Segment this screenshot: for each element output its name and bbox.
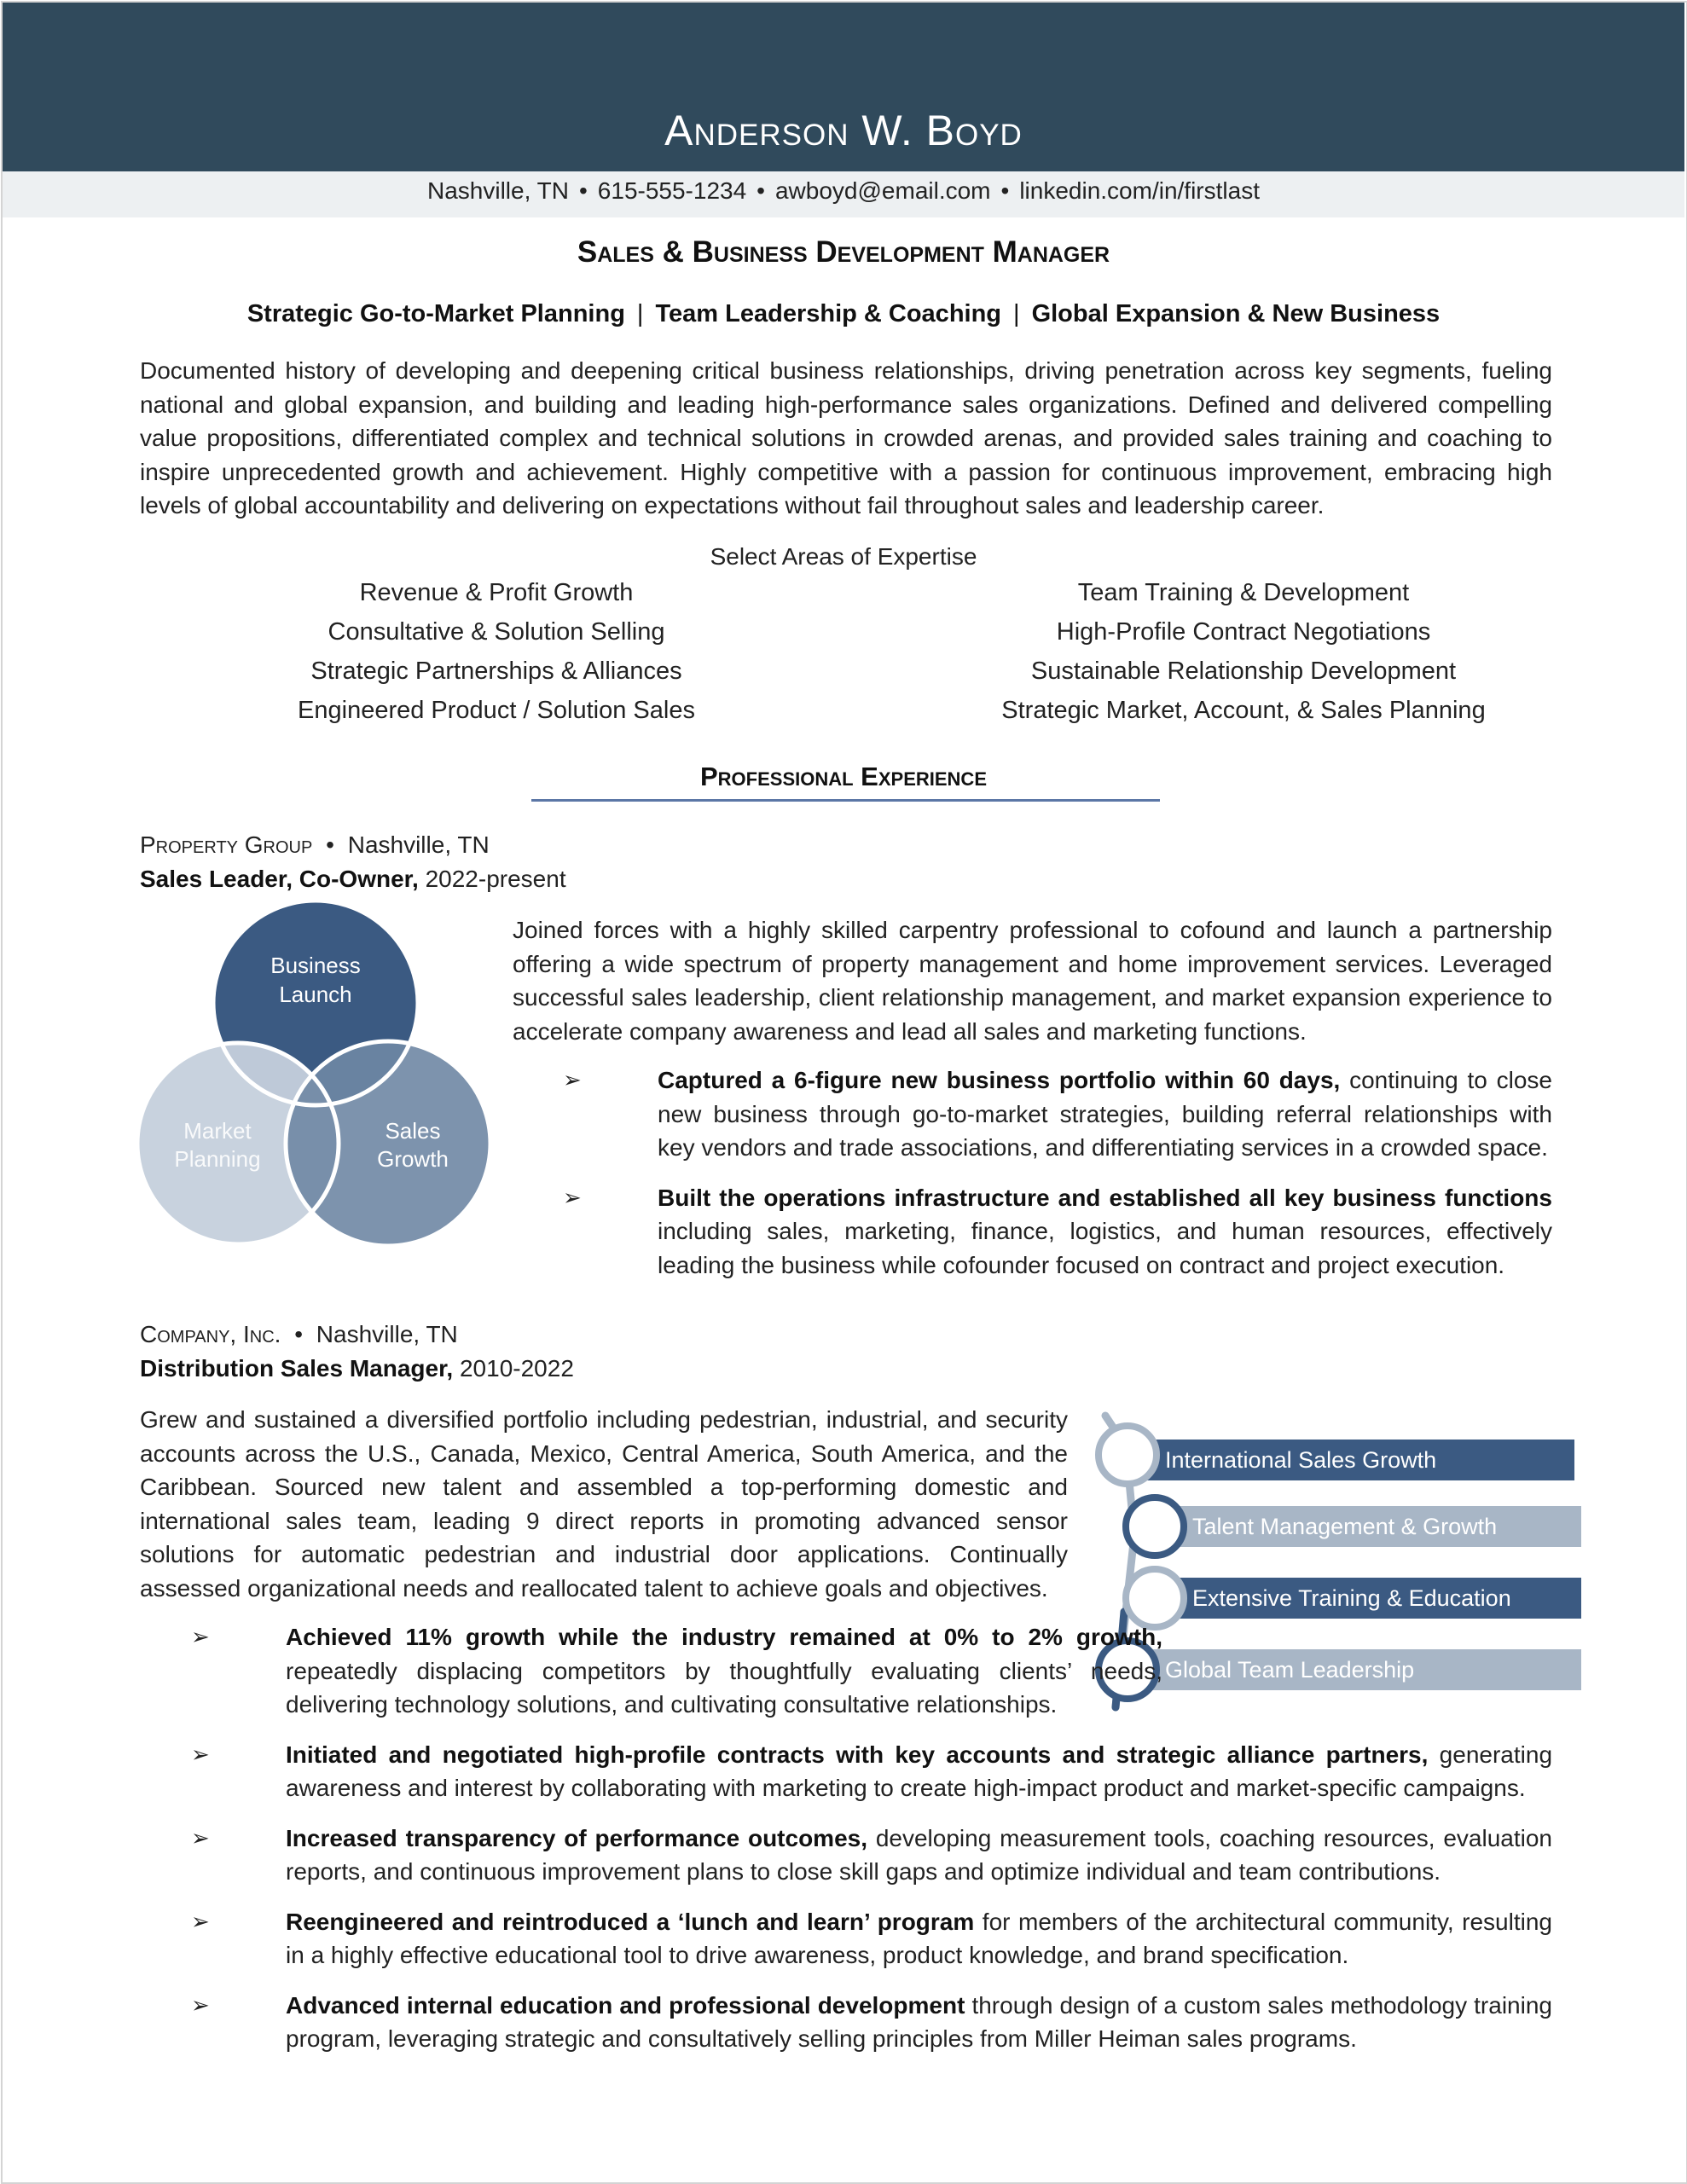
expertise-item: Strategic Market, Account, & Sales Planning [1001, 697, 1486, 724]
specialties-line [0, 300, 1687, 328]
section-rule [531, 799, 1160, 802]
headline: Sales & Business Development Manager [577, 235, 1110, 269]
achievement-bullet [191, 1989, 1552, 2056]
expertise-item: Sustainable Relationship Development [1030, 658, 1457, 685]
job-summary: Grew and sustained a diversified portfolio including pedestrian, industrial, and security accounts across the U.S., Canada, Mexico, Central America, South America, and the Caribbean. Sourced new talent and assembled a top-performing domestic and international sales team, leading 9 direct reports in promoting advanced sensor solutions for automatic pedestrian and industrial door applications. Continually assessed organizational needs and reallocated talent to achieve goals and objectives. [140, 1406, 1068, 1602]
contact-phone: 615-555-1234 [597, 177, 747, 204]
expertise-item: Team Training & Development [1077, 579, 1410, 606]
venn-label-sales-2: Growth [377, 1146, 449, 1172]
specialty: Strategic Go-to-Market Planning [246, 300, 625, 327]
achievement-text: developing measurement tools, coaching resources, evaluation reports, and continuous improvement plans to close skill gaps and optimize individual and team contributions. [286, 1824, 1552, 1885]
achievement-bold: Reengineered and reintroduced a ‘lunch and learn’ program [286, 1908, 975, 1935]
achievement-bold: Built the operations infrastructure and established all key business functions [658, 1184, 1552, 1211]
job-dates: 2010-2022 [459, 1355, 574, 1382]
arrow-bullet-icon: ➢ [191, 1741, 210, 1767]
specialty: Team Leadership & Coaching [655, 300, 1002, 327]
arrow-bullet-icon: ➢ [191, 1824, 210, 1851]
achievement-bold: Advanced internal education and professional development [286, 1991, 965, 2019]
achievement-text: through design of a custom sales methodology training program, leveraging strategic and consultatively selling principles from Miller Heiman sales programs. [286, 1991, 1552, 2052]
bullet-separator: • [294, 1321, 304, 1347]
venn-diagram [132, 902, 499, 1254]
venn-label-business-2: Launch [279, 982, 352, 1007]
job-location: Nashville, TN [347, 831, 490, 858]
candidate-name: Anderson W. Boyd [664, 107, 1023, 154]
bullet-separator: • [757, 177, 765, 204]
achievement-text: repeatedly displacing competitors by thoughtfully evaluating clients’ needs, delivering technology solutions, and cultivating consultative relationships. [286, 1657, 1162, 1718]
highlight-label: Talent Management & Growth [1192, 1514, 1498, 1539]
job-title-line [140, 866, 566, 893]
achievement-bold: Increased transparency of performance outcomes, [286, 1824, 867, 1851]
expertise-item: Consultative & Solution Selling [328, 618, 665, 646]
expertise-item: Engineered Product / Solution Sales [298, 697, 695, 724]
arrow-bullet-icon: ➢ [191, 1908, 210, 1934]
timeline-node-2 [1126, 1498, 1184, 1555]
achievement-bullet [191, 1905, 1552, 1973]
job-summary: Joined forces with a highly skilled carpentry professional to cofound and launch a partnership offering a wide spectrum of property management and home improvement services. Leveraged successful sales leadership, client relationship management, and market expansion experience to accelerate company awareness and lead all sales and marketing functions. [513, 917, 1552, 1045]
expertise-item: High-Profile Contract Negotiations [1056, 618, 1431, 646]
job-title: Distribution Sales Manager, [140, 1355, 454, 1382]
section-title-experience: Professional Experience [699, 762, 987, 791]
bullet-separator: • [578, 177, 588, 204]
job-title-line [140, 1355, 574, 1382]
contact-city: Nashville, TN [427, 177, 569, 204]
venn-label-market-1: Market [183, 1118, 252, 1144]
job-location: Nashville, TN [316, 1321, 458, 1347]
achievement-bullet [191, 1822, 1552, 1889]
job-company: Company, Inc. [140, 1321, 281, 1347]
achievement-text: including sales, marketing, finance, logistics, and human resources, effectively leading the business while cofounder focused on contract and project execution. [658, 1218, 1552, 1278]
arrow-bullet-icon: ➢ [563, 1067, 582, 1092]
job-company-line [140, 831, 490, 859]
arrow-bullet-icon: ➢ [191, 1991, 210, 2018]
expertise-item: Strategic Partnerships & Alliances [310, 658, 682, 685]
expertise-item: Revenue & Profit Growth [359, 579, 634, 606]
achievement-bold: Captured a 6-figure new business portfolio within 60 days, [658, 1067, 1341, 1093]
expertise-grid [213, 576, 1561, 727]
timeline-node-3 [1126, 1569, 1184, 1627]
achievement-bullet [191, 1738, 1552, 1805]
highlight-label: Extensive Training & Education [1192, 1585, 1511, 1611]
highlight-label: Global Team Leadership [1165, 1657, 1415, 1683]
achievement-bullet [563, 1063, 1552, 1165]
specialty-separator: | [636, 300, 644, 327]
job-dates: 2022-present [425, 866, 566, 892]
achievement-text: generating awareness and interest by collaborating with marketing to create high-impact product and market-specific campaigns. [286, 1741, 1553, 1801]
contact-line [0, 177, 1687, 205]
venn-label-market-2: Planning [174, 1146, 261, 1172]
specialty: Global Expansion & New Business [1031, 300, 1441, 327]
bullet-separator: • [1000, 177, 1010, 204]
job-bullets [191, 1620, 1552, 2056]
contact-email: awboyd@email.com [774, 177, 991, 204]
job-bullets [563, 1063, 1552, 1282]
job-company: Property Group [140, 831, 313, 858]
expertise-heading: Select Areas of Expertise [710, 543, 977, 570]
achievement-bold: Achieved 11% growth while the industry remained at 0% to 2% growth, [286, 1624, 1162, 1650]
achievement-bullet [563, 1181, 1552, 1283]
achievement-text: for members of the architectural community, resulting in a highly effective educational tool to drive awareness, product knowledge, and brand specification. [286, 1908, 1552, 1968]
timeline-node-1 [1099, 1426, 1157, 1484]
profile-summary: Documented history of developing and deepening critical business relationships, driving penetration across key segments, fueling national and global expansion, and building and leading high-performance sales organizations. Defined and delivered compelling value propositions, differentiated complex and technical solutions in crowded arenas, and provided sales training and coaching to inspire unprecedented growth and achievement. Highly competitive with a passion for continuous improvement, embracing high levels of global accountability and delivering on expectations without fail throughout sales and leadership career. [140, 357, 1552, 518]
job-title: Sales Leader, Co-Owner, [140, 866, 419, 892]
contact-linkedin: linkedin.com/in/firstlast [1019, 177, 1260, 204]
highlight-label: International Sales Growth [1165, 1447, 1437, 1473]
job-company-line [140, 1321, 458, 1348]
specialty-separator: | [1013, 300, 1020, 327]
achievement-text: continuing to close new business through go-to-market strategies, building referral relationships with key vendors and trade associations, and differentiating services in a crowded space. [658, 1067, 1553, 1161]
achievement-bold: Initiated and negotiated high-profile contracts with key accounts and strategic alliance partners, [286, 1741, 1429, 1768]
arrow-bullet-icon: ➢ [191, 1624, 210, 1649]
venn-label-sales-1: Sales [385, 1118, 441, 1144]
achievement-bullet [191, 1620, 1162, 1722]
bullet-separator: • [326, 831, 334, 858]
arrow-bullet-icon: ➢ [563, 1184, 582, 1210]
venn-label-business-1: Business [270, 953, 361, 978]
